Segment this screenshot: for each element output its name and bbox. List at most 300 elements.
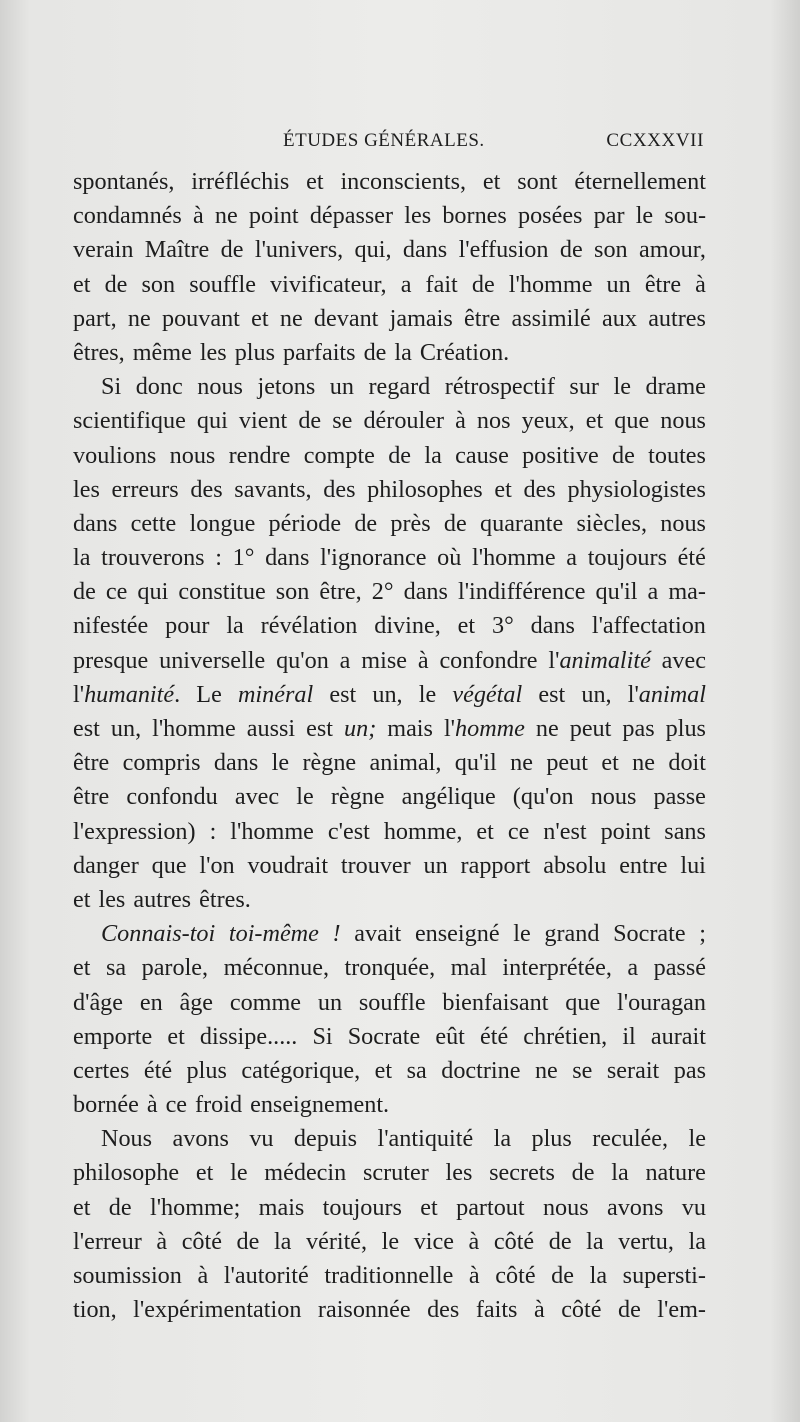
- text-run: rétrospectif: [444, 373, 555, 401]
- text-run: de: [443, 509, 467, 537]
- word: [73, 986, 123, 1020]
- text-run: angélique: [401, 783, 496, 811]
- word: [73, 233, 133, 267]
- text-run: dans: [530, 612, 575, 640]
- word: [320, 541, 426, 575]
- text-run: a: [566, 544, 578, 572]
- word: [215, 541, 222, 575]
- text-run: jetons: [257, 373, 316, 401]
- word: [441, 1054, 520, 1088]
- text-run: par: [593, 202, 625, 230]
- text-run: 2°: [371, 578, 394, 606]
- text-run: quarante: [480, 509, 564, 537]
- word: [469, 1259, 480, 1293]
- word: [304, 439, 375, 473]
- word: [106, 575, 127, 609]
- text-run: de: [548, 1227, 572, 1255]
- word: [512, 302, 591, 336]
- text-run: règne: [330, 783, 385, 811]
- text-run: cette: [130, 509, 177, 537]
- word: [426, 268, 458, 302]
- text-run: été: [143, 1056, 173, 1084]
- word: [614, 370, 631, 404]
- text-run: sa: [105, 954, 127, 982]
- text-run: éternellement: [574, 168, 706, 195]
- text-run: plus: [531, 1125, 572, 1153]
- word: [166, 1088, 187, 1122]
- text-run: à: [156, 1227, 168, 1255]
- text-run: de: [559, 236, 583, 264]
- text-run: été: [480, 1022, 509, 1050]
- word: [472, 541, 556, 575]
- word: [147, 1088, 158, 1122]
- word: [567, 473, 705, 507]
- text-run: avait: [354, 920, 402, 948]
- text-run: reculée,: [592, 1125, 669, 1153]
- word: [249, 199, 299, 233]
- word: [404, 575, 448, 609]
- text-run: qui,: [354, 236, 392, 264]
- word: [73, 1293, 117, 1327]
- text-line: [73, 780, 706, 814]
- word: [611, 1156, 628, 1190]
- text-run: tion,: [73, 1296, 117, 1324]
- text-run: nifestée: [73, 612, 149, 640]
- word: [522, 439, 599, 473]
- word: [294, 1122, 357, 1156]
- italic-text: humanité: [84, 680, 175, 708]
- text-run: vu: [249, 1125, 274, 1153]
- text-run: et: [482, 168, 501, 195]
- word: [596, 575, 638, 609]
- word: [590, 1259, 607, 1293]
- text-line: [73, 575, 706, 609]
- word: [73, 575, 96, 609]
- italic-text: un;: [344, 715, 377, 742]
- text-run: un,: [372, 680, 403, 708]
- text-run: sans: [664, 817, 706, 845]
- word: [274, 1225, 291, 1259]
- text-line: [73, 233, 706, 267]
- text-run: doit: [668, 749, 706, 777]
- word: [270, 268, 387, 302]
- word: [190, 473, 222, 507]
- text-run: ce: [105, 578, 128, 606]
- text-run: positive: [522, 441, 599, 469]
- text-line: [73, 541, 706, 575]
- text-run: bornée: [73, 1091, 139, 1119]
- text-run: ne: [534, 1056, 558, 1084]
- word: [165, 609, 209, 643]
- text-run: froid: [195, 1091, 243, 1119]
- text-run: qu'on: [276, 646, 329, 674]
- word: [510, 746, 533, 780]
- word: [111, 712, 141, 746]
- word: [607, 1054, 659, 1088]
- word: [645, 370, 705, 404]
- word: [551, 1259, 574, 1293]
- word: [427, 1293, 459, 1327]
- text-run: dissipe.....: [199, 1022, 298, 1050]
- text-run: qui: [196, 407, 228, 435]
- text-run: spontanés,: [73, 168, 175, 195]
- text-run: tronquée,: [344, 954, 436, 982]
- text-run: constitue: [178, 578, 266, 606]
- italic-text: minéral: [237, 680, 314, 708]
- word: [565, 986, 600, 1020]
- text-line: [73, 404, 706, 438]
- text-run: qu'il: [454, 749, 497, 777]
- text-run: :: [209, 817, 217, 845]
- text-run: catégorique,: [241, 1056, 361, 1084]
- word: [310, 199, 393, 233]
- text-run: comme: [229, 988, 302, 1016]
- word: [513, 780, 574, 814]
- text-run: sa: [406, 1056, 427, 1084]
- text-run: siècles,: [576, 509, 648, 537]
- text-run: et: [195, 1159, 214, 1187]
- word: [73, 302, 117, 336]
- word: [451, 951, 487, 985]
- word: [101, 917, 215, 951]
- word: [419, 678, 436, 712]
- word: [306, 1225, 367, 1259]
- word: [664, 815, 706, 849]
- text-run: de: [551, 1262, 574, 1289]
- text-run: en: [139, 988, 163, 1016]
- text-run: l'indifférence: [457, 578, 586, 606]
- word: [594, 233, 628, 267]
- text-run: physiologistes: [567, 475, 706, 503]
- text-run: verain: [73, 236, 134, 264]
- text-run: Socrate: [613, 920, 686, 948]
- text-line: [73, 199, 706, 233]
- text-run: entre: [619, 851, 668, 879]
- text-run: .: [174, 680, 181, 708]
- text-run: à: [192, 202, 204, 230]
- word: [508, 815, 529, 849]
- word: [372, 575, 394, 609]
- text-run: longue: [189, 509, 256, 537]
- text-run: l'on: [199, 851, 235, 879]
- text-run: peut: [546, 749, 588, 777]
- text-line: [73, 1191, 706, 1225]
- text-run: passe: [653, 783, 706, 811]
- text-run: méconnue,: [223, 954, 330, 982]
- word: [73, 336, 125, 370]
- word: [464, 302, 500, 336]
- word: [156, 1225, 167, 1259]
- text-run: le: [418, 680, 437, 708]
- word: [73, 951, 90, 985]
- word: [318, 1293, 411, 1327]
- word: [424, 849, 448, 883]
- text-run: l'homme: [508, 270, 593, 298]
- text-run: et: [494, 475, 512, 503]
- word: [296, 780, 313, 814]
- text-run: la: [73, 544, 91, 572]
- text-run: secrets: [489, 1159, 555, 1187]
- word: [364, 336, 387, 370]
- word: [546, 746, 588, 780]
- text-run: scruter: [362, 1159, 429, 1187]
- word: [196, 1156, 213, 1190]
- text-run: amour,: [639, 236, 706, 264]
- word: [142, 268, 176, 302]
- text-run: plus: [234, 338, 276, 366]
- text-run: l'homme;: [149, 1193, 241, 1221]
- text-run: compte: [303, 441, 375, 469]
- word: [543, 1191, 589, 1225]
- text-run: le: [230, 1159, 248, 1187]
- text-run: ce: [165, 1091, 188, 1119]
- word: [276, 575, 310, 609]
- text-run: un,: [581, 680, 612, 708]
- text-run: Nous: [101, 1125, 153, 1153]
- word: [354, 507, 377, 541]
- text-run: la: [424, 441, 442, 469]
- text-run: êtres,: [73, 338, 125, 366]
- text-run: plus: [186, 1056, 227, 1084]
- word: [348, 1020, 421, 1054]
- text-line: [73, 1293, 706, 1327]
- text-run: nous: [660, 509, 706, 537]
- text-run: les: [73, 475, 100, 503]
- text-line: [73, 439, 706, 473]
- word: [645, 268, 681, 302]
- word: [73, 439, 156, 473]
- word: [543, 849, 606, 883]
- text-run: erreurs: [111, 475, 179, 503]
- word: [344, 712, 376, 746]
- text-run: et: [420, 1193, 438, 1221]
- text-line: [73, 1156, 706, 1190]
- text-run: être: [73, 749, 110, 777]
- word: [627, 951, 638, 985]
- text-run: la: [586, 1227, 604, 1255]
- italic-text: !: [332, 920, 341, 948]
- word: [73, 507, 117, 541]
- word: [632, 746, 655, 780]
- text-run: côté: [561, 1296, 602, 1324]
- word: [229, 439, 291, 473]
- text-run: l'effusion: [458, 236, 549, 264]
- word: [495, 1259, 535, 1293]
- word: [237, 1225, 260, 1259]
- text-run: été: [677, 544, 706, 572]
- text-run: de: [471, 270, 495, 298]
- word: [73, 165, 174, 199]
- word: [668, 575, 706, 609]
- text-run: philosophes: [367, 475, 483, 503]
- text-line: [73, 1088, 706, 1122]
- italic-text: animal: [638, 680, 706, 708]
- word: [200, 336, 227, 370]
- word: [195, 1088, 242, 1122]
- text-run: Maître: [144, 236, 210, 264]
- text-run: doctrine: [441, 1056, 521, 1084]
- text-run: de: [298, 407, 322, 435]
- text-line: [73, 815, 706, 849]
- text-run: de: [354, 509, 378, 537]
- word: [651, 1020, 706, 1054]
- word: [199, 883, 251, 917]
- text-run: l'ouragan: [617, 988, 706, 1016]
- word: [73, 404, 186, 438]
- text-run: est: [306, 715, 333, 742]
- word: [73, 1225, 142, 1259]
- text-run: philosophe: [73, 1159, 180, 1187]
- text-run: :: [215, 544, 222, 572]
- word: [628, 678, 706, 712]
- text-line: [73, 644, 706, 678]
- text-run: enseignement.: [250, 1091, 390, 1119]
- text-run: la: [589, 1262, 608, 1289]
- word: [538, 678, 565, 712]
- text-run: de: [73, 578, 96, 606]
- word: [178, 575, 265, 609]
- word: [636, 199, 653, 233]
- word: [73, 541, 90, 575]
- word: [191, 165, 289, 199]
- word: [524, 473, 556, 507]
- word: [494, 1225, 534, 1259]
- word: [73, 883, 90, 917]
- text-run: condamnés: [73, 202, 182, 230]
- word: [424, 439, 441, 473]
- word: [328, 815, 370, 849]
- text-run: ce: [507, 817, 530, 845]
- word: [145, 233, 209, 267]
- word: [109, 1191, 132, 1225]
- text-line: [73, 678, 706, 712]
- text-run: dans: [213, 749, 259, 777]
- text-run: point: [248, 202, 299, 230]
- word: [172, 1122, 228, 1156]
- word: [332, 404, 352, 438]
- word: [502, 951, 611, 985]
- word: [197, 370, 243, 404]
- text-run: peut: [569, 715, 612, 742]
- text-run: dans: [265, 544, 310, 572]
- text-run: dans: [73, 509, 118, 537]
- word: [359, 986, 426, 1020]
- word: [517, 165, 557, 199]
- text-run: un: [317, 988, 343, 1016]
- body-text: [73, 165, 706, 1327]
- word: [197, 1259, 208, 1293]
- word: [442, 199, 506, 233]
- text-run: le: [513, 920, 531, 948]
- word: [461, 849, 531, 883]
- word: [226, 609, 243, 643]
- text-run: ne: [127, 304, 151, 332]
- word: [101, 370, 121, 404]
- text-run: ne: [279, 304, 303, 332]
- word: [560, 233, 583, 267]
- text-run: est: [329, 680, 357, 708]
- text-run: des: [427, 1296, 460, 1324]
- word: [73, 1156, 179, 1190]
- text-run: les: [404, 202, 432, 230]
- word: [259, 1191, 305, 1225]
- text-run: qui: [137, 578, 169, 606]
- text-run: sou-: [664, 202, 706, 230]
- text-run: médecin: [264, 1159, 347, 1187]
- text-run: et: [306, 168, 324, 195]
- text-run: avons: [172, 1125, 229, 1153]
- word: [536, 712, 559, 746]
- text-run: passé: [653, 954, 706, 982]
- text-run: l'homme: [152, 715, 236, 742]
- word: [531, 1122, 571, 1156]
- text-run: la: [226, 612, 244, 640]
- word: [404, 199, 431, 233]
- text-run: soumission: [73, 1262, 182, 1289]
- text-run: avec: [234, 783, 280, 811]
- text-run: pas: [673, 1056, 706, 1084]
- text-run: donc: [135, 373, 183, 401]
- word: [446, 1156, 473, 1190]
- word: [591, 780, 637, 814]
- text-run: des: [190, 475, 223, 503]
- word: [435, 1020, 465, 1054]
- word: [233, 541, 255, 575]
- text-run: nous: [660, 407, 706, 435]
- text-run: depuis: [293, 1125, 358, 1153]
- word: [623, 1259, 706, 1293]
- text-run: son: [275, 578, 310, 606]
- word: [367, 473, 483, 507]
- text-run: cause: [455, 441, 509, 469]
- word: [126, 780, 217, 814]
- text-run: partout: [456, 1193, 525, 1221]
- text-run: vice: [413, 1227, 454, 1255]
- word: [314, 302, 378, 336]
- word: [592, 1122, 668, 1156]
- text-run: dérouler: [363, 407, 445, 435]
- text-run: l'erreur: [73, 1227, 142, 1255]
- word: [548, 644, 650, 678]
- text-run: révélation: [260, 612, 358, 640]
- word: [570, 712, 612, 746]
- word: [439, 644, 537, 678]
- text-run: mais: [258, 1193, 305, 1221]
- text-run: le: [635, 202, 654, 230]
- word: [622, 712, 654, 746]
- text-line: [73, 849, 706, 883]
- italic-text: homme: [455, 715, 525, 742]
- text-run: a: [647, 578, 659, 606]
- text-run: savants,: [234, 475, 312, 503]
- word: [214, 746, 258, 780]
- text-run: que: [565, 988, 601, 1016]
- word: [210, 815, 217, 849]
- word: [390, 302, 453, 336]
- word: [648, 575, 659, 609]
- text-run: et: [73, 954, 91, 982]
- text-run: côté: [495, 1262, 536, 1289]
- italic-text: Connais-toi: [101, 920, 216, 948]
- text-run: l': [443, 715, 456, 742]
- word: [361, 644, 407, 678]
- text-run: bienfaisant: [442, 988, 549, 1016]
- text-run: même: [132, 338, 192, 366]
- word: [340, 165, 466, 199]
- word: [476, 815, 493, 849]
- text-run: est: [538, 680, 566, 708]
- word: [229, 917, 319, 951]
